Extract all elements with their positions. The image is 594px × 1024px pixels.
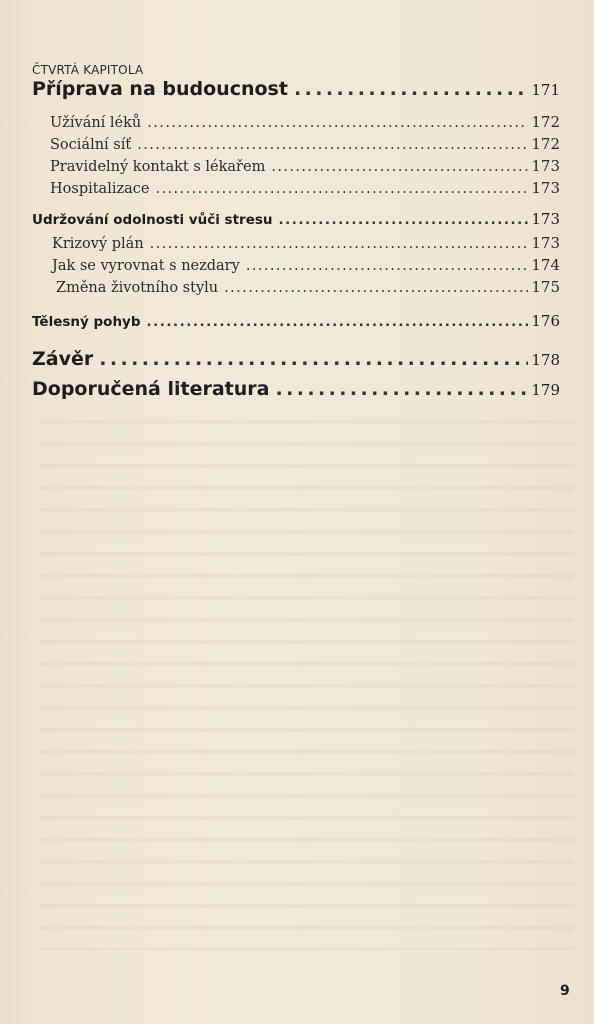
dot-leader xyxy=(99,348,528,370)
toc-entry[interactable] xyxy=(50,157,560,175)
toc-entry-page: 172 xyxy=(531,135,560,153)
toc-entry-title: Příprava na budoucnost xyxy=(32,78,288,100)
dot-leader xyxy=(224,280,528,296)
toc-entry-page: 173 xyxy=(531,234,560,252)
dot-leader xyxy=(150,236,529,252)
toc-entry-title: Změna životního stylu xyxy=(56,280,219,296)
toc-entry-page: 173 xyxy=(531,210,560,228)
toc-entry-page: 173 xyxy=(531,179,560,197)
toc-entry-chapter-heading[interactable] xyxy=(32,78,560,100)
toc-entry-page: 176 xyxy=(531,312,560,330)
toc-entry[interactable] xyxy=(50,113,560,131)
dot-leader xyxy=(155,181,528,197)
toc-entry-page: 175 xyxy=(531,278,560,296)
toc-entry-page: 179 xyxy=(531,381,560,399)
toc-entry[interactable] xyxy=(52,234,560,252)
toc-entry-page: 174 xyxy=(531,256,560,274)
dot-leader xyxy=(279,212,529,228)
toc-entry-title: Jak se vyrovnat s nezdary xyxy=(52,258,240,274)
toc-entry-title: Sociální síť xyxy=(50,137,132,153)
toc-entry-title: Hospitalizace xyxy=(50,181,150,197)
toc-entry-title: Užívání léků xyxy=(50,115,142,131)
chapter-label: ČTVRTÁ KAPITOLA xyxy=(32,63,144,77)
toc-entry-page: 178 xyxy=(531,351,560,369)
dot-leader xyxy=(147,314,529,330)
toc-entry-section-heading[interactable] xyxy=(32,210,560,228)
toc-entry-page: 171 xyxy=(531,81,560,99)
dot-leader xyxy=(275,378,528,400)
toc-entry-chapter-heading[interactable] xyxy=(32,378,560,400)
dot-leader xyxy=(246,258,529,274)
dot-leader xyxy=(137,137,528,153)
toc-entry-section-heading[interactable] xyxy=(32,312,560,330)
toc-entry-chapter-heading[interactable] xyxy=(32,348,560,370)
toc-entry-title: Krizový plán xyxy=(52,236,144,252)
page-number: 9 xyxy=(560,983,570,999)
dot-leader xyxy=(294,78,528,100)
toc-entry-title: Pravidelný kontakt s lékařem xyxy=(50,159,266,175)
toc-entry-title: Doporučená literatura xyxy=(32,378,270,400)
dot-leader xyxy=(147,115,528,131)
toc-entry[interactable] xyxy=(52,256,560,274)
bleed-through-text xyxy=(40,410,574,950)
toc-entry[interactable] xyxy=(50,179,560,197)
dot-leader xyxy=(271,159,528,175)
toc-entry[interactable] xyxy=(56,278,560,296)
toc-entry-page: 172 xyxy=(531,113,560,131)
toc-entry-page: 173 xyxy=(531,157,560,175)
toc-entry-title: Závěr xyxy=(32,348,94,370)
toc-entry[interactable] xyxy=(50,135,560,153)
toc-entry-title: Tělesný pohyb xyxy=(32,314,141,330)
toc-entry-title: Udržování odolnosti vůči stresu xyxy=(32,212,273,228)
